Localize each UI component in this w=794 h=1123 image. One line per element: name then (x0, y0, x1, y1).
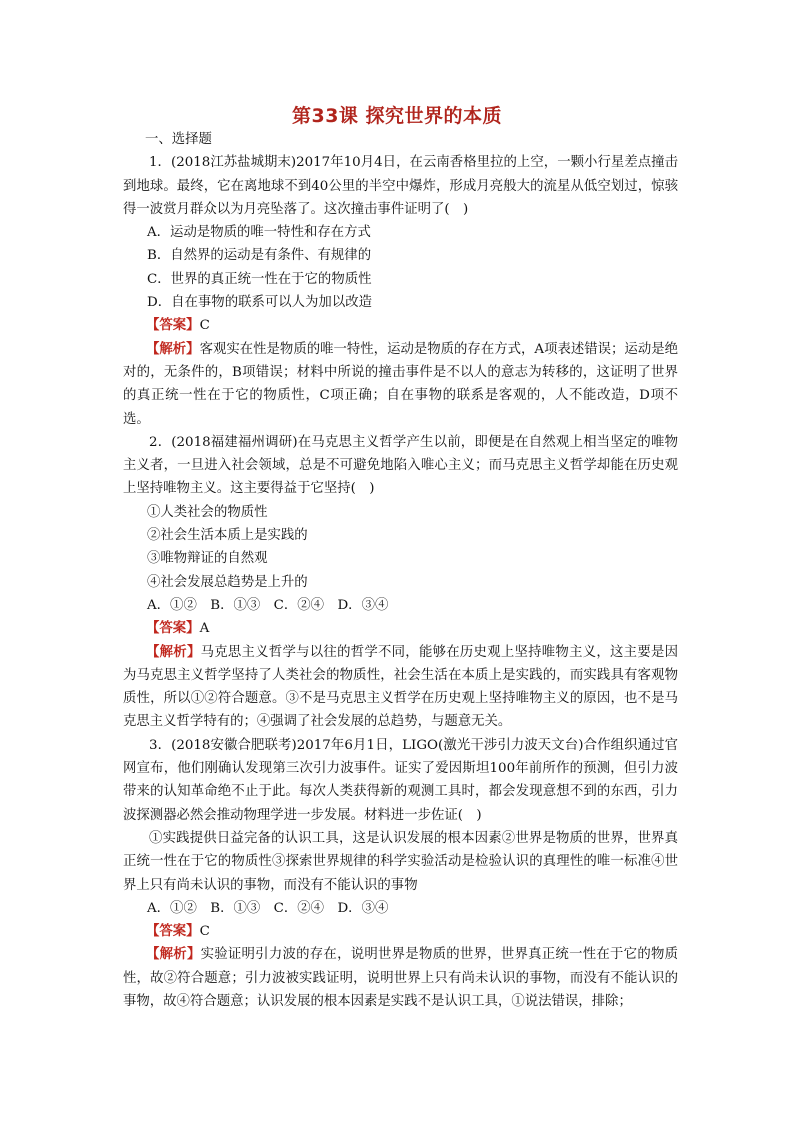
question-2-item-1: ①人类社会的物质性 (147, 504, 268, 520)
question-3-analysis (123, 943, 678, 1013)
question-2-item-4: ④社会发展总趋势是上升的 (147, 574, 308, 590)
question-1-option-a: A．运动是物质的唯一特性和存在方式 (147, 225, 371, 241)
question-3-items: ①实践提供日益完备的认识工具，这是认识发展的根本因素②世界是物质的世界，世界真正统一性在于它的物质性③探索世界规律的科学实验活动是检验认识的真理性的唯一标准④世界上只有尚未认识的事物，而没有不能认识的事物 (123, 830, 678, 893)
question-1-analysis (123, 338, 678, 431)
section-heading: 一、选择题 (145, 132, 212, 147)
analysis-text: 实验证明引力波的存在，说明世界是物质的世界，世界真正统一性在于它的物质性，故②符合题意；引力波被实践证明，说明世界上只有尚未认识的事物，而没有不能认识的事物，故④符合题意；认识发展的根本因素是实践不是认识工具，①说法错误，排除； (123, 947, 679, 1009)
question-3-answer (123, 920, 678, 943)
answer-value: C (199, 924, 210, 940)
question-2-stem: 2．(2018福建福州调研)在马克思主义哲学产生以前，即便是在自然观上相当坚定的唯物主义者，一旦进入社会领域，总是不可避免地陷入唯心主义；而马克思主义哲学却能在历史观上坚持唯物主义。这主要得益于它坚持( ) (123, 434, 678, 497)
question-1-option-c: C．世界的真正统一性在于它的物质性 (147, 271, 372, 287)
question-1-answer (123, 314, 678, 337)
answer-value: C (199, 318, 210, 334)
page-title: 第33课 探究世界的本质 (291, 105, 503, 127)
analysis-tag: 【解析】 (146, 341, 200, 357)
analysis-tag: 【解析】 (146, 947, 201, 963)
analysis-text: 客观实在性是物质的唯一特性，运动是物质的存在方式，A项表述错误；运动是绝对的，无条件的，B项错误；材料中所说的撞击事件是不以人的意志为转移的，这证明了世界的真正统一性在于它的物质性，C项正确；自在事物的联系是客观的，人不能改造，D项不选。 (123, 341, 679, 427)
analysis-tag: 【解析】 (146, 644, 201, 660)
question-2-analysis (123, 641, 678, 734)
analysis-text: 马克思主义哲学与以往的哲学不同，能够在历史观上坚持唯物主义，这主要是因为马克思主义哲学坚持了人类社会的物质性，社会生活在本质上是实践的，而实践具有客观物质性，所以①②符合题意。③不是马克思主义哲学在历史观上坚持唯物主义的原因，也不是马克思主义哲学特有的；④强调了社会发展的总趋势，与题意无关。 (123, 644, 679, 730)
answer-tag: 【答案】 (146, 924, 200, 940)
question-3-stem: 3．(2018安徽合肥联考)2017年6月1日，LIGO(激光干涉引力波天文台)合作组织通过官网宣布，他们刚确认发现第三次引力波事件。证实了爱因斯坦100年前所作的预测，但引力波带来的认知革命绝不止于此。每次人类获得新的观测工具时，都会发现意想不到的东西，引力波探测器必然会推动物理学进一步发展。材料进一步佐证( ) (123, 737, 678, 823)
question-1-option-b: B．自然界的运动是有条件、有规律的 (147, 248, 372, 264)
question-1-stem: 1．(2018江苏盐城期末)2017年10月4日，在云南香格里拉的上空，一颗小行星差点撞击到地球。最终，它在离地球不到40公里的半空中爆炸，形成月亮般大的流星从低空划过，惊骇得一波赏月群众以为月亮坠落了。这次撞击事件证明了( ) (123, 155, 678, 217)
question-3-choices: A．①② B．①③ C．②④ D．③④ (147, 900, 389, 916)
answer-tag: 【答案】 (146, 621, 200, 637)
question-2-item-3: ③唯物辩证的自然观 (147, 551, 268, 567)
answer-value: A (199, 621, 210, 637)
question-2-answer (123, 617, 678, 640)
answer-tag: 【答案】 (146, 318, 200, 334)
question-2-choices: A．①② B．①③ C．②④ D．③④ (147, 597, 389, 613)
document-body (123, 128, 678, 1013)
question-1-option-d: D．自在事物的联系可以人为加以改造 (147, 295, 372, 311)
question-2-item-2: ②社会生活本质上是实践的 (147, 528, 308, 544)
